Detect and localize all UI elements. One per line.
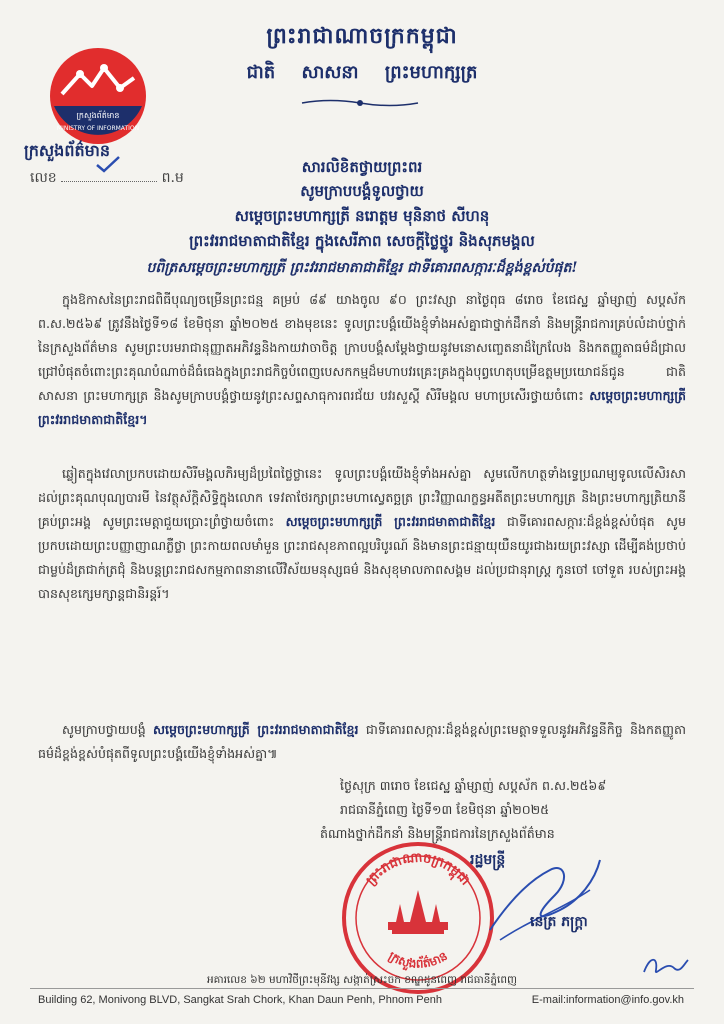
body-emphasis: សម្តេចព្រះមហាក្សត្រី ព្រះវររាជមាតាជាតិខ្មែរ [152, 722, 359, 737]
ministry-name: ក្រសួងព័ត៌មាន [24, 141, 111, 160]
kingdom-heading: ព្រះរាជាណាចក្រកម្ពុជា [266, 23, 458, 49]
body-paragraph-3 [38, 718, 686, 774]
body-text: ជាទីគោរពសក្ការៈដ៏ខ្ពង់ខ្ពស់ព្រះមេត្តាទទួលនូវអភិវន្ទនីកិច្ច និងកតញ្ញូតាធម៌ដ៏ខ្ពង់ខ្ពស់បំផុតពីទូលព្រះបង្គំយើងខ្ញុំទាំងអស់គ្នា៕ [38, 722, 686, 761]
signatory-name: នេត្រ ភក្ត្រា [530, 914, 588, 930]
seal-top-text: ព្រះរាជាណាចក្រកម្ពុជា [363, 850, 473, 889]
footer-address-en: Building 62, Monivong BLVD, Sangkat Srah Chork, Khan Daun Penh, Phnom Penh [38, 994, 442, 1006]
handwritten-signature [470, 840, 610, 950]
ministry-logo [46, 44, 150, 148]
divider-ornament [300, 96, 420, 110]
body-emphasis: សម្តេចព្រះមហាក្សត្រី ព្រះវររាជមាតាជាតិខ្មែរ។ [38, 388, 686, 427]
footer-address-kh: អគារលេខ ៦២ មហាវិថីព្រះមុនីវង្ស សង្កាត់ស្រះចក ខណ្ឌដូនពេញ រាជធានីភ្នំពេញ [206, 974, 518, 986]
body-text: ឆ្លៀតក្នុងវេលាប្រកបដោយសិរីមង្គលភិរម្យដ៏ប្រពៃថ្លៃថ្លានេះ ទូលព្រះបង្គំយើងខ្ញុំទាំងអស់គ្នា សូមលើកហត្ថទាំងទ្វេប្រណម្យទូលលើសិរសាដល់ព្រះគុណបុណ្យបារមី នៃវត្ថុស័ក្តិសិទ្ធិក្នុងលោក ទេវតាថែរក្សាព្រះមហាស្វេតច្ឆត្រ ព្រះវិញ្ញាណក្ខន្ធអតីតព្រះមហាក្សត្រ និងព្រះមហាក្សត្រិយានីគ្រប់ព្រះអង្គ សូមព្រះមេត្តាជួយប្រោះព្រំថ្វាយចំពោះ [38, 466, 686, 529]
seal-bottom-text: ក្រសួងព័ត៌មាន [386, 948, 450, 971]
reference-suffix: ព.ម [161, 170, 184, 186]
body-text: ជាទីគោរពសក្ការៈដ៏ខ្ពង់ខ្ពស់បំផុត សូមប្រកបដោយព្រះបញ្ញាញាណភ្លឺថ្លា ព្រះកាយពលមាំមួន ព្រះរាជសុខភាពល្អបរិបូរណ៍ និងមានព្រះជន្មាយុយឺនយូរជាងរយព្រះវស្សា ដើម្បីគង់ប្រថាប់ជាម្លប់ដ៏ត្រជាក់ត្រជុំ និងបន្តព្រះរាជសកម្មភាពនានាលើវិស័យមនុស្សធម៌ និងសុខុមាលភាពសង្គម ដល់ប្រជានុរាស្ត្រ កូនចៅ ចៅទួត របស់ព្រះអង្គបានសុខក្សេមក្សាន្តជានិរន្តរ៍។ [38, 514, 686, 601]
reference-prefix: លេខ [30, 170, 57, 186]
on-behalf-line: តំណាងថ្នាក់ដឹកនាំ និងមន្ត្រីរាជការនៃក្រសួងព័ត៌មាន [320, 826, 555, 841]
address-line: បពិត្រសម្តេចព្រះមហាក្សត្រី ព្រះវររាជមាតាជាតិខ្មែរ ជាទីគោរពសក្ការៈដ៏ខ្ពង់ខ្ពស់បំផុត! [146, 260, 578, 276]
footer-email: E-mail:information@info.gov.kh [531, 994, 684, 1006]
logo-text-en: MINISTRY OF INFORMATION [56, 125, 140, 132]
motto-religion: សាសនា [301, 62, 359, 83]
recipient-name: សម្តេចព្រះមហាក្សត្រី នរោត្តម មុនិនាថ សីហនុ [234, 207, 490, 225]
body-emphasis: សម្តេចព្រះមហាក្សត្រី ព្រះវររាជមាតាជាតិខ្មែរ [285, 514, 496, 529]
letter-type-title: សារលិខិតថ្វាយព្រះពរ [301, 158, 423, 176]
date-solar: រាជធានីភ្នំពេញ ថ្ងៃទី១៣ ខែមិថុនា ឆ្នាំ២០២៥ [340, 802, 550, 817]
date-lunar: ថ្ងៃសុក្រ ៣រោច ខែជេស្ឋ ឆ្នាំម្សាញ់ សប្តស័ក ព.ស.២៥៦៩ [340, 778, 607, 793]
motto-king: ព្រះមហាក្សត្រ [384, 62, 478, 83]
signatory-role: រដ្ឋមន្ត្រី [470, 852, 506, 868]
body-text: សូមក្រាបថ្វាយបង្គំ [62, 722, 146, 737]
logo-text-kh: ក្រសួងព័ត៌មាន [76, 111, 120, 120]
salutation-line: សូមក្រាបបង្គំទូលថ្វាយ [300, 182, 424, 200]
body-paragraph-2 [38, 462, 686, 692]
body-text: ក្នុងឱកាសនៃព្រះរាជពិធីបុណ្យចម្រើនព្រះជន្ម គម្រប់ ៨៩ យាងចូល ៩០ ព្រះវស្សា នាថ្ងៃពុធ ៨រោច ខែជេស្ឋ ឆ្នាំម្សាញ់ សប្តស័ក ព.ស.២៥៦៩ ត្រូវនឹងថ្ងៃទី១៨ ខែមិថុនា ឆ្នាំ២០២៥ ខាងមុខនេះ ទូលព្រះបង្គំយើងខ្ញុំទាំងអស់គ្នាជាថ្នាក់ដឹកនាំ និងមន្ត្រីរាជការគ្រប់លំដាប់ថ្នាក់នៃក្រសួងព័ត៌មាន សូមព្រះបរមរាជានុញ្ញាតអភិវន្ទនិងកាយវាចាចិត្ត ក្រាបបង្គំសម្តែងថ្វាយនូវមនោសញ្ចេតនាដ៏ក្រៃលែង និងកតញ្ញូតាធម៌ដ៏ជ្រាលជ្រៅបំផុតចំពោះព្រះគុណបំណាច់ដ៏ធំធេងក្នុងព្រះរាជកិច្ចបំពេញបេសកកម្មដ៏មហាបវរគ្រេះគ្រងក្នុងបុព្វហេតុបម្រើឧត្តមប្រយោជន៍ជូន ជាតិ សាសនា ព្រះមហាក្សត្រ និងសូមក្រាបបង្គំថ្វាយនូវព្រះសព្ទសាធុការពរជ័យ បវរសួស្តី សិរីមង្គល មហាប្រសើរថ្វាយចំពោះ [38, 292, 686, 403]
motto-nation: ជាតិ [246, 62, 276, 83]
recipient-title: ព្រះវររាជមាតាជាតិខ្មែរ ក្នុងសេរីភាព សេចក្តីថ្លៃថ្នូរ និងសុភមង្គល [189, 232, 535, 250]
svg-text:ក្រសួងព័ត៌មាន [386, 949, 450, 972]
body-paragraph-1 [38, 288, 686, 462]
footer-divider [30, 988, 694, 989]
